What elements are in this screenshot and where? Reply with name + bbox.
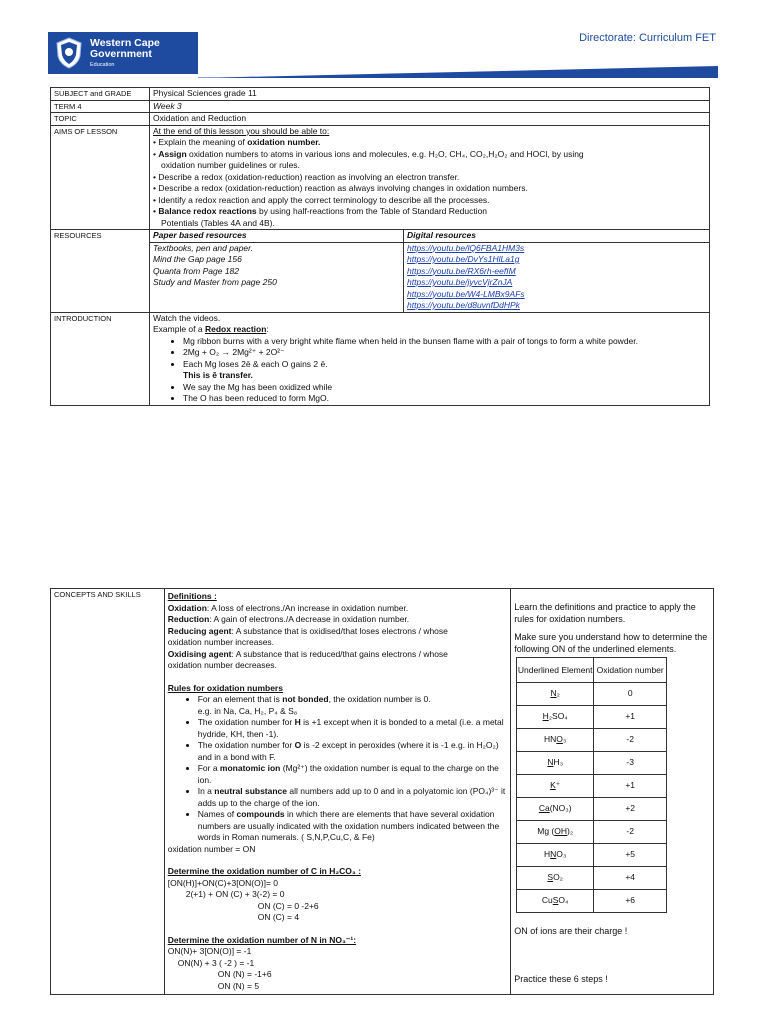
element-cell: SO₂ bbox=[517, 867, 594, 890]
calc-line: ON(N)+ 3[ON(O)] = -1 bbox=[167, 946, 252, 956]
digital-resources-list bbox=[404, 242, 710, 312]
aim-1: • Explain the meaning of oxidation number. bbox=[153, 137, 321, 147]
subject-label: SUBJECT and GRADE bbox=[51, 88, 150, 101]
example-1-heading: Determine the oxidation number of C in H₂CO₃ : bbox=[167, 866, 362, 876]
paper-resource: Study and Master from page 250 bbox=[153, 277, 277, 287]
on-cell: +4 bbox=[594, 867, 667, 890]
introduction-label: INTRODUCTION bbox=[51, 312, 150, 405]
term-label: TERM 4 bbox=[51, 100, 150, 113]
intro-bullets bbox=[153, 336, 706, 405]
on-cell: +5 bbox=[594, 844, 667, 867]
definitions-heading: Definitions : bbox=[167, 591, 217, 601]
element-cell: HNO₃ bbox=[517, 844, 594, 867]
paper-resources-list bbox=[150, 242, 404, 312]
practice-note: Practice these 6 steps ! bbox=[514, 974, 608, 984]
concepts-label: CONCEPTS AND SKILLS bbox=[51, 589, 165, 995]
calc-line: ON (N) = 5 bbox=[217, 980, 260, 991]
wcg-logo bbox=[48, 32, 198, 74]
table-row bbox=[517, 706, 667, 729]
video-link[interactable]: https://youtu.be/d8uvnfDdHPk bbox=[407, 300, 520, 310]
term-value: Week 3 bbox=[150, 100, 710, 113]
calc-line: 2(+1) + ON (C) + 3(-2) = 0 bbox=[185, 889, 285, 899]
intro-bullet: • The O has been reduced to form MgO. bbox=[183, 393, 706, 405]
definition-oxidising-agent-cont: oxidation number decreases. bbox=[167, 660, 277, 670]
concepts-content bbox=[164, 589, 510, 995]
definition-reducing-agent-cont: oxidation number increases. bbox=[167, 637, 275, 647]
paper-resources-heading: Paper based resources bbox=[150, 230, 404, 243]
element-cell: Ca(NO₃) bbox=[517, 798, 594, 821]
rule-item: • In a neutral substance all numbers add up to 0 and in a polyatomic ion (PO₄)³⁻ it adds up to the charge of the ion. bbox=[198, 786, 507, 809]
element-cell: K⁺ bbox=[517, 775, 594, 798]
topic-label: TOPIC bbox=[51, 113, 150, 126]
logo-line-2: Government bbox=[90, 48, 152, 60]
rule-item: • For an element that is not bonded, the oxidation number is 0. e.g. in Na, Ca, H₂, P₄ & S₈ bbox=[198, 694, 507, 717]
table-row bbox=[517, 844, 667, 867]
intro-example: Example of a Redox reaction: bbox=[153, 324, 269, 334]
example-2-heading: Determine the oxidation number of N in NO₃⁻¹: bbox=[167, 934, 357, 945]
table-row bbox=[517, 867, 667, 890]
paper-resource: Quanta from Page 182 bbox=[153, 265, 240, 276]
rule-item: • The oxidation number for H is +1 except when it is bonded to a metal (i.e. a metal hydride, KH, then -1). bbox=[198, 717, 507, 740]
coat-of-arms-icon bbox=[52, 35, 86, 71]
rules-heading: Rules for oxidation numbers bbox=[167, 682, 283, 693]
col-header-element: Underlined Element bbox=[517, 658, 594, 683]
element-cell: H₂SO₄ bbox=[517, 706, 594, 729]
definition-oxidation: Oxidation: A loss of electrons./An increase in oxidation number. bbox=[167, 602, 409, 613]
aim-2-cont: oxidation number guidelines or rules. bbox=[161, 160, 300, 170]
aim-6-cont: Potentials (Tables 4A and 4B). bbox=[161, 217, 275, 228]
aims-intro: At the end of this lesson you should be able to: bbox=[153, 125, 330, 136]
rules-list bbox=[168, 694, 507, 844]
topic-value: Oxidation and Reduction bbox=[150, 113, 710, 126]
ions-note: ON of ions are their charge ! bbox=[514, 926, 628, 936]
aims-label: AIMS OF LESSON bbox=[51, 125, 150, 230]
aims-content bbox=[150, 125, 710, 230]
on-cell: +6 bbox=[594, 890, 667, 913]
aim-2: • Assign oxidation numbers to atoms in various ions and molecules, e.g. H₂O, CH₄, CO₂,H₂O₂ and HOCl, by using bbox=[153, 148, 584, 159]
table-row bbox=[517, 798, 667, 821]
col-header-on: Oxidation number bbox=[594, 658, 667, 683]
element-cell: N₂ bbox=[517, 683, 594, 706]
on-cell: +1 bbox=[594, 706, 667, 729]
on-cell: 0 bbox=[594, 683, 667, 706]
video-link[interactable]: https://youtu.be/lQ6FBA1HM3s bbox=[407, 242, 525, 253]
element-cell: Mg (OH)₂ bbox=[517, 821, 594, 844]
calc-line: [ON(H)]+ON(C)+3[ON(O)]= 0 bbox=[167, 877, 278, 888]
aim-3: • Describe a redox (oxidation-reduction) reaction as involving an electron transfer. bbox=[153, 171, 460, 182]
oxidation-number-table bbox=[516, 657, 667, 913]
video-link[interactable]: https://youtu.be/jyvcVjrZnJA bbox=[407, 277, 513, 287]
element-cell: CuSO₄ bbox=[517, 890, 594, 913]
introduction-content bbox=[150, 312, 710, 405]
table-row bbox=[517, 890, 667, 913]
on-cell: +2 bbox=[594, 798, 667, 821]
digital-resources-heading: Digital resources bbox=[404, 230, 710, 243]
calc-line: ON (N) = -1+6 bbox=[217, 969, 272, 979]
intro-bullet: • Each Mg loses 2ē & each O gains 2 ē. This is ē transfer. bbox=[183, 359, 706, 382]
header-band bbox=[198, 66, 718, 78]
table-row bbox=[517, 821, 667, 844]
on-abbreviation: oxidation number = ON bbox=[167, 843, 256, 854]
calc-line: ON (C) = 4 bbox=[257, 912, 300, 922]
logo-sub: Education bbox=[90, 62, 115, 68]
table-row bbox=[517, 775, 667, 798]
definition-reduction: Reduction: A gain of electrons./A decrease in oxidation number. bbox=[167, 614, 410, 624]
logo-line-1: Western Cape bbox=[90, 37, 160, 49]
on-cell: +1 bbox=[594, 775, 667, 798]
concepts-table bbox=[50, 588, 714, 995]
intro-watch: Watch the videos. bbox=[153, 312, 221, 323]
on-cell: -2 bbox=[594, 729, 667, 752]
aim-5: • Identify a redox reaction and apply the correct terminology to describe all the processes. bbox=[153, 194, 490, 205]
paper-resource: Textbooks, pen and paper. bbox=[153, 242, 254, 253]
resources-label: RESOURCES bbox=[51, 230, 150, 313]
paper-resource: Mind the Gap page 156 bbox=[153, 254, 242, 264]
element-cell: NH₃ bbox=[517, 752, 594, 775]
on-cell: -2 bbox=[594, 821, 667, 844]
rule-item: • For a monatomic ion (Mg²⁺) the oxidation number is equal to the charge on the ion. bbox=[198, 763, 507, 786]
rule-item: • Names of compounds in which there are elements that have several oxidation numbers are usually indicated with the oxidation numbers indicated between the words in Roman numerals. ( S,N,P,Cu,C, & Fe) bbox=[198, 809, 507, 844]
video-link[interactable]: https://youtu.be/DvYs1HlLa1g bbox=[407, 254, 520, 264]
understand-text: Make sure you understand how to determine the following ON of the underlined elements. bbox=[514, 632, 708, 654]
definition-oxidising-agent: Oxidising agent: A substance that is reduced/that gains electrons / whose bbox=[167, 648, 448, 659]
on-cell: -3 bbox=[594, 752, 667, 775]
rule-item: • The oxidation number for O is -2 except in peroxides (where it is -1 e.g. in H₂O₂) and in a bond with F. bbox=[198, 740, 507, 763]
video-link[interactable]: https://youtu.be/W4-LMBx9AFs bbox=[407, 288, 525, 299]
learn-text: Learn the definitions and practice to apply the rules for oxidation numbers. bbox=[514, 602, 696, 624]
subject-value: Physical Sciences grade 11 bbox=[150, 88, 710, 101]
intro-bullet: • 2Mg + O₂ → 2Mg²⁺ + 2O²⁻ bbox=[183, 347, 706, 359]
intro-bullet: • Mg ribbon burns with a very bright white flame when held in the bunsen flame with a pair of tongs to form a white powder. bbox=[183, 336, 706, 348]
directorate-title: Directorate: Curriculum FET bbox=[579, 32, 716, 44]
calc-line: ON (C) = 0 -2+6 bbox=[257, 900, 319, 911]
element-cell: HNO₃ bbox=[517, 729, 594, 752]
practice-column bbox=[511, 589, 714, 995]
intro-bullet: • We say the Mg has been oxidized while bbox=[183, 382, 706, 394]
calc-line: ON(N) + 3 ( -2 ) = -1 bbox=[177, 957, 255, 968]
table-row bbox=[517, 683, 667, 706]
lesson-overview-table bbox=[50, 87, 710, 406]
definition-reducing-agent: Reducing agent: A substance that is oxidised/that loses electrons / whose bbox=[167, 625, 448, 636]
table-row bbox=[517, 729, 667, 752]
video-link[interactable]: https://youtu.be/RX6rh-eefIM bbox=[407, 265, 516, 276]
aim-6: • Balance redox reactions by using half-reactions from the Table of Standard Reduction bbox=[153, 206, 488, 216]
aim-4: • Describe a redox (oxidation-reduction) reaction as always involving changes in oxidation numbers. bbox=[153, 183, 528, 193]
table-row bbox=[517, 752, 667, 775]
